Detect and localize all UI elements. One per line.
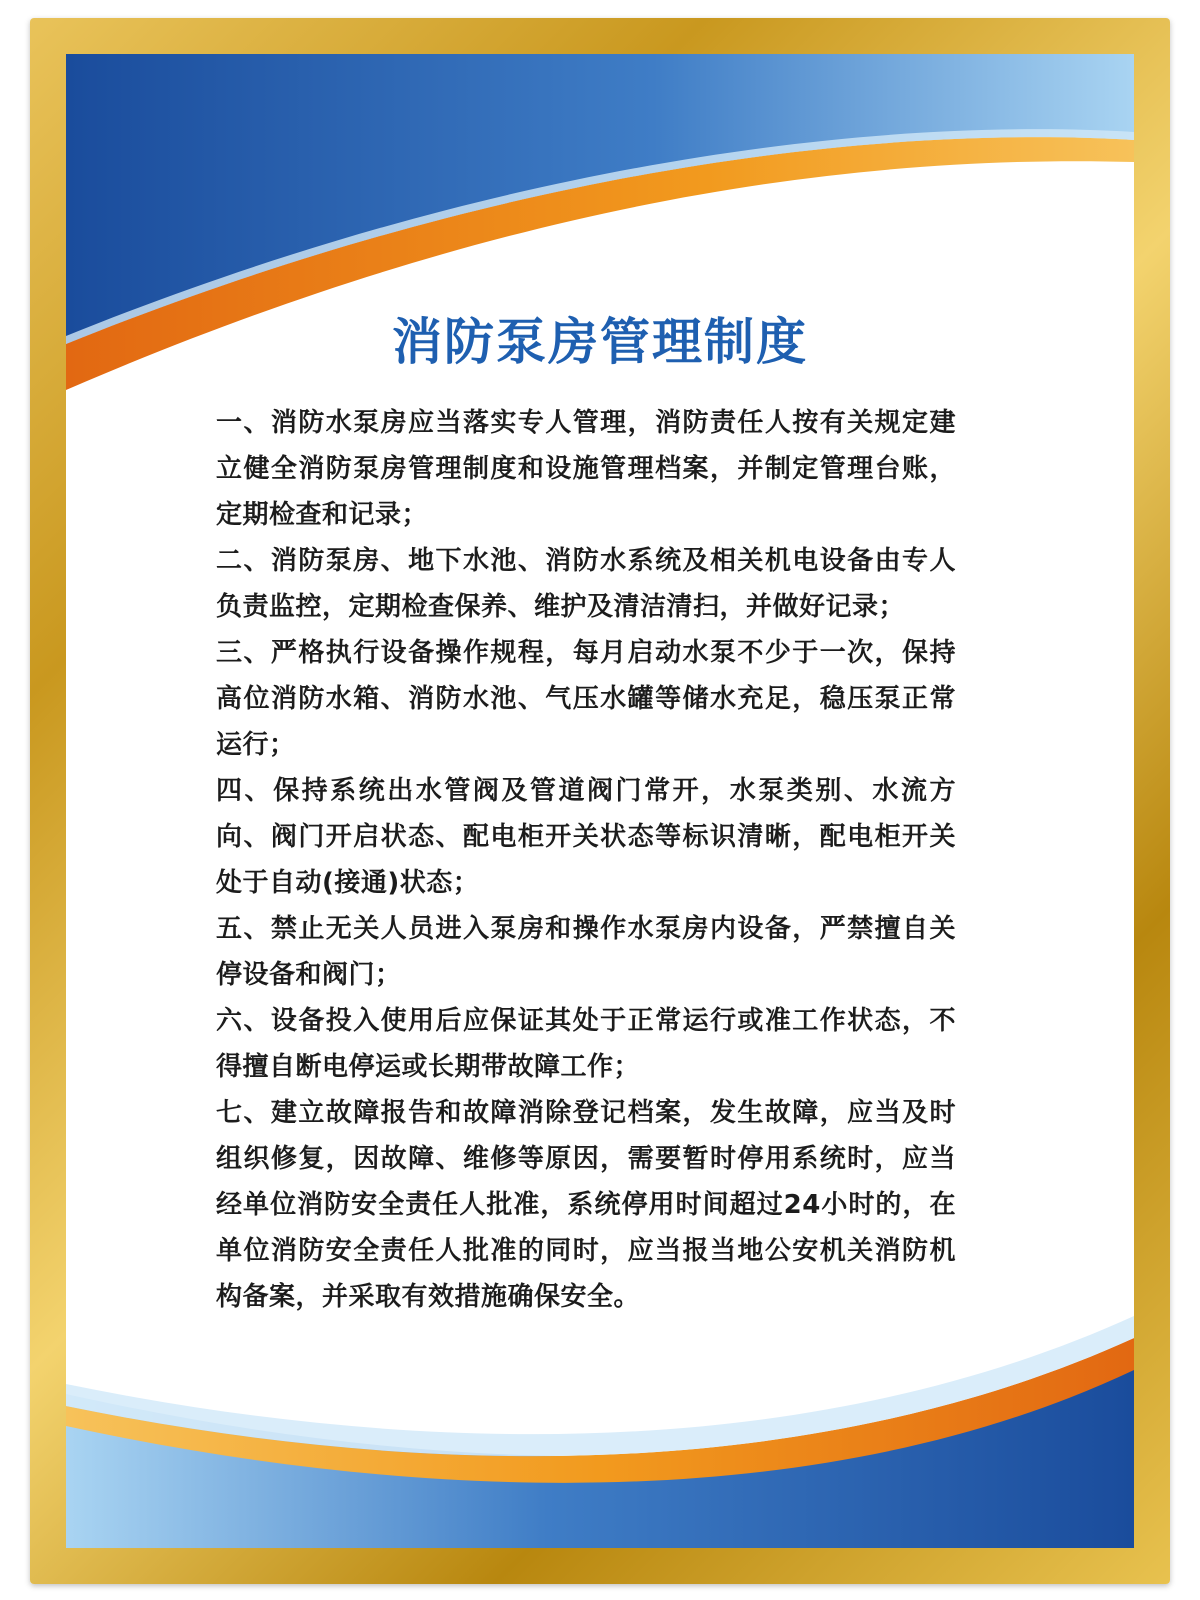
clause-7: 七、建立故障报告和故障消除登记档案，发生故障，应当及时组织修复，因故障、维修等原因，需要暂时停用系统时，应当经单位消防安全责任人批准，系统停用时间超过24小时的，在单位消防安全责任人批准的同时，应当报当地公安机关消防机构备案，并采取有效措施确保安全。 xyxy=(216,1098,956,1312)
sign-board xyxy=(66,54,1134,1548)
clause-4: 四、保持系统出水管阀及管道阀门常开，水泵类别、水流方向、阀门开启状态、配电柜开关状态等标识清晰，配电柜开关处于自动(接通)状态； xyxy=(216,776,956,898)
sign-title: 消防泵房管理制度 xyxy=(392,313,808,371)
clause-1: 一、消防水泵房应当落实专人管理，消防责任人按有关规定建立健全消防泵房管理制度和设施管理档案，并制定管理台账，定期检查和记录； xyxy=(216,408,956,530)
clause-5: 五、禁止无关人员进入泵房和操作水泵房内设备，严禁擅自关停设备和阀门； xyxy=(216,914,956,990)
clause-2: 二、消防泵房、地下水池、消防水系统及相关机电设备由专人负责监控，定期检查保养、维护及清洁清扫，并做好记录； xyxy=(216,546,956,622)
regulation-clauses xyxy=(216,400,956,1320)
gold-frame xyxy=(30,18,1170,1584)
clause-6: 六、设备投入使用后应保证其处于正常运行或准工作状态，不得擅自断电停运或长期带故障工作； xyxy=(216,1006,956,1082)
clause-3: 三、严格执行设备操作规程，每月启动水泵不少于一次，保持高位消防水箱、消防水池、气压水罐等储水充足，稳压泵正常运行； xyxy=(216,638,956,760)
